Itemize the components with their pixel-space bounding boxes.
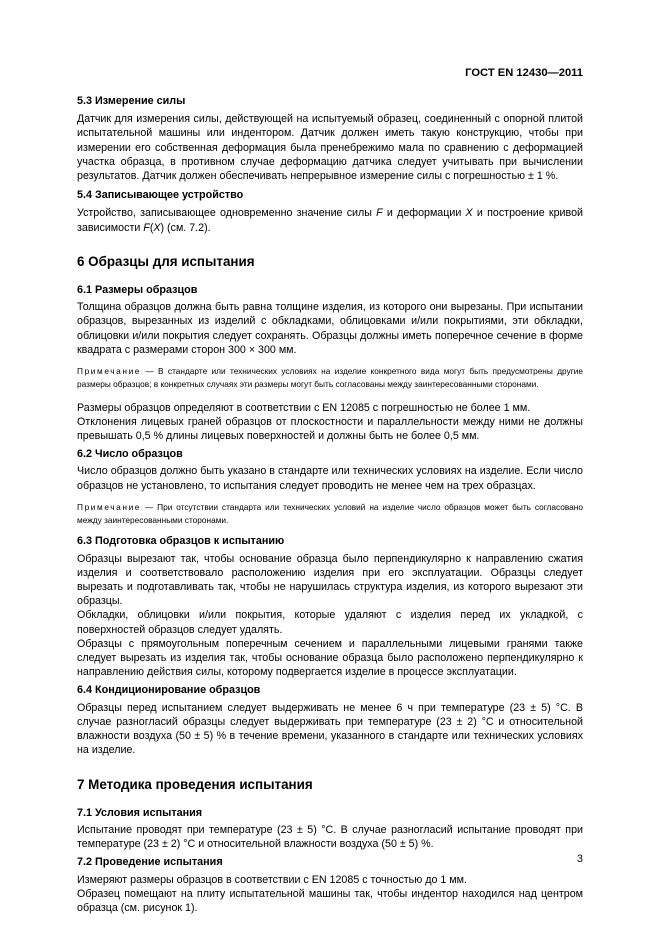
section-6-1-title: 6.1 Размеры образцов — [77, 284, 198, 297]
page-content — [77, 94, 583, 915]
section-6-3-title: 6.3 Подготовка образцов к испытанию — [77, 535, 285, 548]
section-7-2-title: 7.2 Проведение испытания — [77, 856, 223, 869]
page-number: 3 — [577, 853, 583, 865]
section-6-1-p2: Размеры образцов определяют в соответствии с EN 12085 с погрешностью не более 1 мм. — [77, 401, 531, 414]
var-f: F — [376, 207, 383, 220]
section-6-4-title: 6.4 Кондиционирование образцов — [77, 684, 261, 697]
section-7-title: 7 Методика проведения испытания — [77, 776, 313, 792]
section-5-3-text — [77, 112, 583, 183]
section-5-4-text: Устройство, записывающее одновременно значение силы F и деформации X и построение кривой зависимости F(X) (см. 7.2). — [77, 207, 583, 234]
section-6-3-p1: Образцы вырезают так, чтобы основание образца было перпендикулярно к направлению сжатия изделия и соответствовало расположению изделия при его эксплуатации. Образцы следует вырезать и подготавливать так, чтобы не нарушилась структура изделия, из которого вырезают эти образцы. — [77, 552, 583, 608]
section-6-3-p3: Образцы с прямоугольным поперечным сечением и параллельными лицевыми гранями также следует вырезать из изделия так, чтобы основание образца было расположено перпендикулярно к направлению действия силы, которому подвергается изделие в процессе эксплуатации. — [77, 637, 583, 679]
section-7-2-p2: Образец помещают на плиту испытательной машины так, чтобы индентор находился над центром образца (см. рисунок 1). — [77, 887, 583, 914]
note-label: Примечание — [77, 501, 142, 512]
section-6-1-p1: Толщина образцов должна быть равна толщине изделия, из которого они вырезаны. При испытании образцов, вырезанных из изделий с обкладками, облицовками и/или покрытиями, эти обкладки, облицовки и/или покрытия следует сохранять. Образцы должны иметь поперечное сечение в форме квадрата с размерами сторон 300 × 300 мм. — [77, 301, 583, 356]
func-arg-x: X — [153, 221, 161, 234]
section-5-4-title: 5.4 Записывающее устройство — [77, 189, 244, 202]
section-6-2-note — [77, 501, 583, 527]
section-7-2-p1: Измеряют размеры образцов в соответствии с EN 12085 с точностью до 1 мм. — [77, 873, 467, 886]
note-text: — При отсутствии стандарта или технических условий на изделие число образцов может быть согласовано между заинтересованными сторонами. — [77, 501, 583, 525]
document-header: ГОСТ EN 12430—2011 — [465, 67, 583, 79]
section-7-1-title: 7.1 Условия испытания — [77, 806, 203, 819]
section-7-1-p1: Испытание проводят при температуре (23 ± 5) °С. В случае разногласий испытание проводят при температуре (23 ± 2) °С и относительной влажности воздуха (50 ± 5) %. — [77, 823, 583, 851]
func-f: F — [143, 221, 150, 234]
note-text: — В стандарте или технических условиях на изделие конкретного вида могут быть предусмотрены другие размеры образцов; в конкретных случаях эти размеры могут быть согласованы между заинтересованными сторонами. — [77, 366, 583, 389]
section-5-3-title: 5.3 Измерение силы — [77, 95, 186, 107]
section-6-1-note — [77, 365, 583, 391]
section-6-3-p2: Обкладки, облицовки и/или покрытия, которые удаляют с изделия перед их укладкой, с поверхностей образцов следует удалять. — [77, 609, 583, 636]
section-5-3-body: Датчик для измерения силы, действующей на испытуемый образец, соединенный с опорной плитой испытательной машины или индентором. Датчик должен иметь такую конструкцию, чтобы при измерении его собственная деформация была пренебрежимо мала по сравнению с деформацией участка образца, в противном случае деформацию датчика следует учитывать при вычислении результатов. Датчик должен обеспечивать непрерывное измерение силы с погрешностью ± 1 %. — [77, 113, 583, 183]
note-label: Примечание — [77, 366, 142, 377]
section-6-2-p1: Число образцов должно быть указано в стандарте или технических условиях на изделие. Если число образцов не установлено, то испытания следует проводить не менее чем на трех образцах. — [77, 465, 583, 492]
var-x: X — [465, 207, 473, 220]
section-6-4-p1: Образцы перед испытанием следует выдерживать не менее 6 ч при температуре (23 ± 5) °С. В случае разногласий образцы следует выдерживать при температуре (23 ± 2) °С и относительной влажности воздуха (50 ± 5) % в течение времени, указанного в стандарте или технических условиях на изделие. — [77, 701, 583, 757]
section-6-1-p3: Отклонения лицевых граней образцов от плоскостности и параллельности между ними не должны превышать 0,5 % длины лицевых поверхностей и должны быть не более 0,5 мм. — [77, 415, 583, 443]
section-6-title: 6 Образцы для испытания — [77, 253, 255, 269]
section-6-2-title: 6.2 Число образцов — [77, 448, 183, 461]
